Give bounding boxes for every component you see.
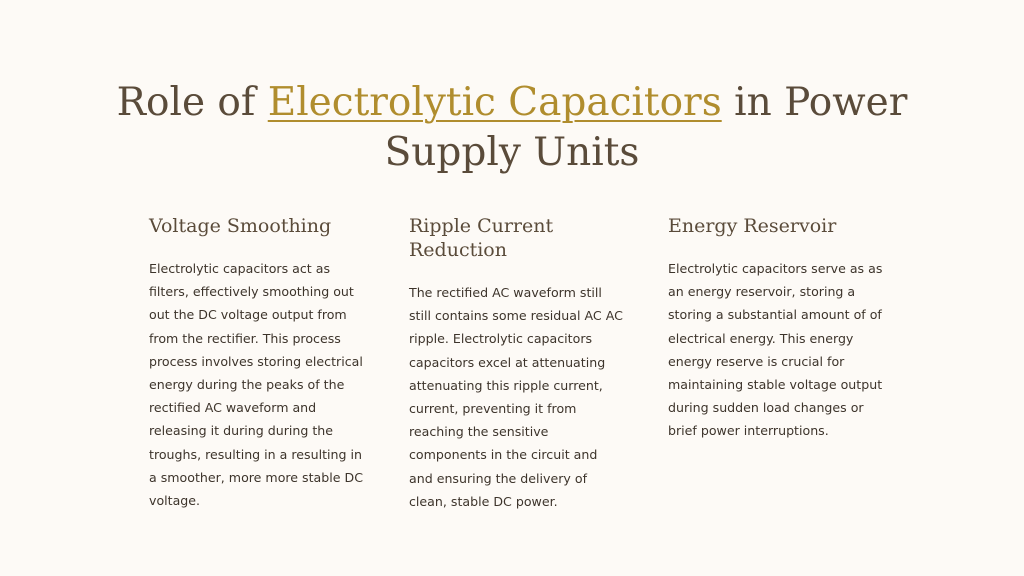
- column-body: Electrolytic capacitors act as filters, effectively smoothing out out the DC voltage output from from the rectifier. This process process involves storing electrical energy during the peaks of the rectified AC waveform and releasing it during during the troughs, resulting in a resulting in a smoother, more more stable DC voltage.: [149, 261, 364, 509]
- column-ripple-current-reduction: [409, 212, 624, 513]
- title-link-electrolytic-capacitors[interactable]: Electrolytic Capacitors: [267, 80, 722, 125]
- column-energy-reservoir: [668, 212, 883, 443]
- column-voltage-smoothing: [149, 212, 364, 512]
- slide-title: [112, 78, 912, 178]
- column-heading: Ripple Current Reduction: [409, 215, 554, 261]
- column-body: Electrolytic capacitors serve as as an energy reservoir, storing a storing a substantial amount of of electrical energy. This energy energy reserve is crucial for maintaining stable voltage output during sudden load changes or brief power interruptions.: [668, 261, 883, 439]
- column-heading: Energy Reservoir: [668, 215, 837, 237]
- title-prefix: Role of: [116, 80, 268, 125]
- column-heading: Voltage Smoothing: [149, 215, 332, 237]
- title-suffix: in Power Supply Units: [384, 80, 908, 175]
- column-body: The rectified AC waveform still still contains some residual AC AC ripple. Electrolytic capacitors capacitors excel at attenuating attenuating this ripple current, current, preventing it from reaching the sensitive components in the circuit and and ensuring the delivery of clean, stable DC power.: [409, 285, 623, 509]
